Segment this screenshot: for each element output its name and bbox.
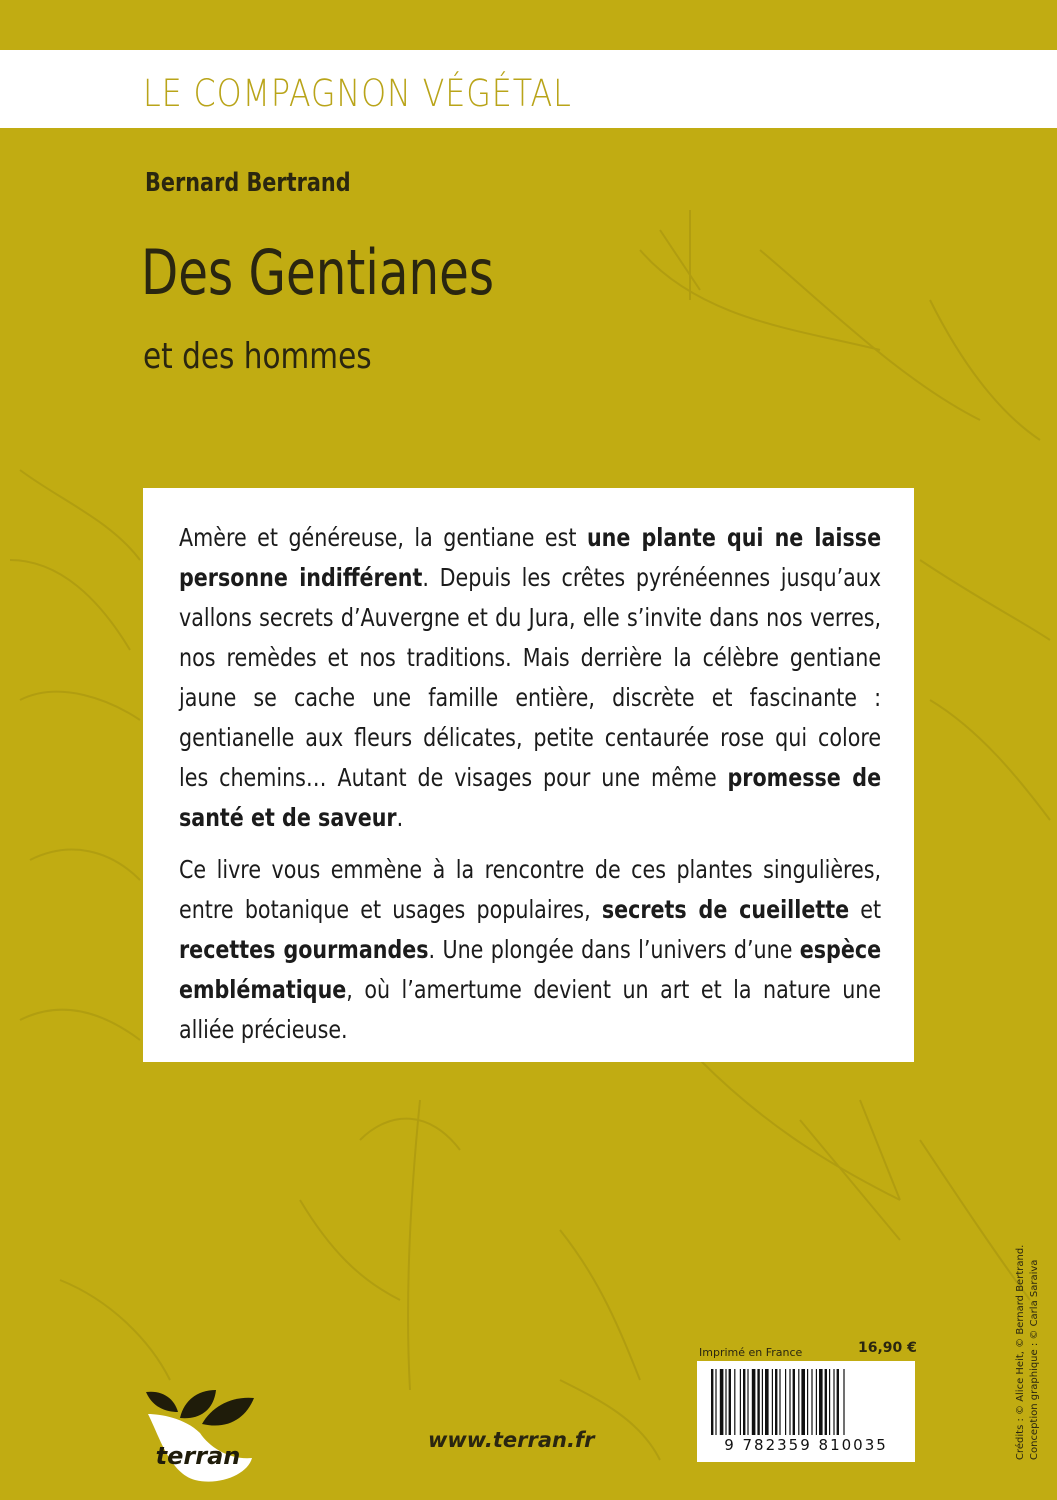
barcode-bar	[843, 1369, 844, 1435]
credits	[1014, 1210, 1042, 1460]
barcode-bar	[762, 1369, 763, 1435]
barcode-bar	[747, 1369, 748, 1435]
barcode-bar	[801, 1369, 805, 1435]
blurb-box	[143, 488, 914, 1062]
printed-in-label: Imprimé en France	[699, 1346, 803, 1359]
leaf-logo-icon	[140, 1378, 260, 1490]
barcode-bar	[757, 1369, 759, 1435]
blurb-text: Ce livre vous emmène à la rencontre de ces plantes singulières, entre botanique et usages populaires,	[179, 855, 882, 924]
barcode-bar	[775, 1369, 777, 1435]
blurb-emphasis: secrets de cueillette	[601, 895, 850, 924]
book-title: Des Gentianes	[141, 236, 495, 309]
blurb-emphasis: promesse de santé et de saveur	[179, 763, 882, 832]
barcode-bar	[785, 1369, 786, 1435]
barcode-bar	[711, 1369, 713, 1435]
barcode-bar	[743, 1369, 745, 1435]
blurb-emphasis: une plante qui ne laisse personne indifférent	[179, 523, 882, 592]
blurb-text: et	[849, 895, 882, 924]
barcode-bar	[819, 1369, 823, 1435]
credits-line-2: Conception graphique : © Carla Saraiva	[1029, 1259, 1040, 1460]
author-name: Bernard Bertrand	[145, 168, 351, 198]
blurb-text: .	[396, 803, 404, 832]
barcode-bar	[740, 1369, 741, 1435]
barcode-bar	[811, 1369, 812, 1435]
barcode-bar	[789, 1369, 790, 1435]
barcode-bars	[711, 1369, 901, 1435]
blurb-paragraph-2	[179, 850, 881, 1050]
barcode-bar	[829, 1369, 830, 1435]
barcode-bar	[833, 1369, 834, 1435]
blurb-text: , où l’amertume devient un art et la nature une alliée précieuse.	[179, 975, 882, 1044]
barcode-bar	[715, 1369, 716, 1435]
book-subtitle: et des hommes	[143, 336, 372, 377]
price: 16,90 €	[858, 1340, 917, 1356]
logo-text: terran	[155, 1442, 241, 1470]
publisher-logo	[140, 1378, 260, 1490]
barcode-bar	[752, 1369, 756, 1435]
barcode-bar	[725, 1369, 726, 1435]
barcode-bar	[837, 1369, 839, 1435]
blurb-emphasis: espèce emblématique	[179, 935, 882, 1004]
isbn-number: 9 782359 810035	[724, 1436, 888, 1454]
blurb-text: Amère et généreuse, la gentiane est	[179, 523, 587, 552]
barcode	[697, 1361, 915, 1462]
barcode-bar	[798, 1369, 799, 1435]
barcode-bar	[779, 1369, 780, 1435]
series-title: LE COMPAGNON VÉGÉTAL	[143, 72, 572, 115]
blurb-emphasis: recettes gourmandes	[179, 935, 429, 964]
barcode-bar	[816, 1369, 817, 1435]
barcode-bar	[793, 1369, 795, 1435]
barcode-bar	[720, 1369, 724, 1435]
barcode-bar	[825, 1369, 827, 1435]
publisher-website: www.terran.fr	[428, 1428, 595, 1452]
blurb-text: . Depuis les crêtes pyrénéennes jusqu’aux vallons secrets d’Auvergne et du Jura, elle s’invite dans nos verres, nos remèdes et nos traditions. Mais derrière la célèbre gentiane jaune se cache une famille entière, discrète et fascinante : gentianelle aux fleurs délicates, petite centaurée rose qui colore les chemins… Autant de visages pour une même	[179, 563, 882, 792]
blurb-text: . Une plongée dans l’univers d’une	[428, 935, 800, 964]
barcode-bar	[734, 1369, 735, 1435]
barcode-bar	[729, 1369, 731, 1435]
credits-line-1: Crédits : © Alice Heit, © Bernard Bertrand.	[1015, 1244, 1026, 1460]
blurb-paragraph-1	[179, 518, 881, 838]
barcode-bar	[807, 1369, 808, 1435]
barcode-bar	[772, 1369, 773, 1435]
barcode-bar	[765, 1369, 769, 1435]
